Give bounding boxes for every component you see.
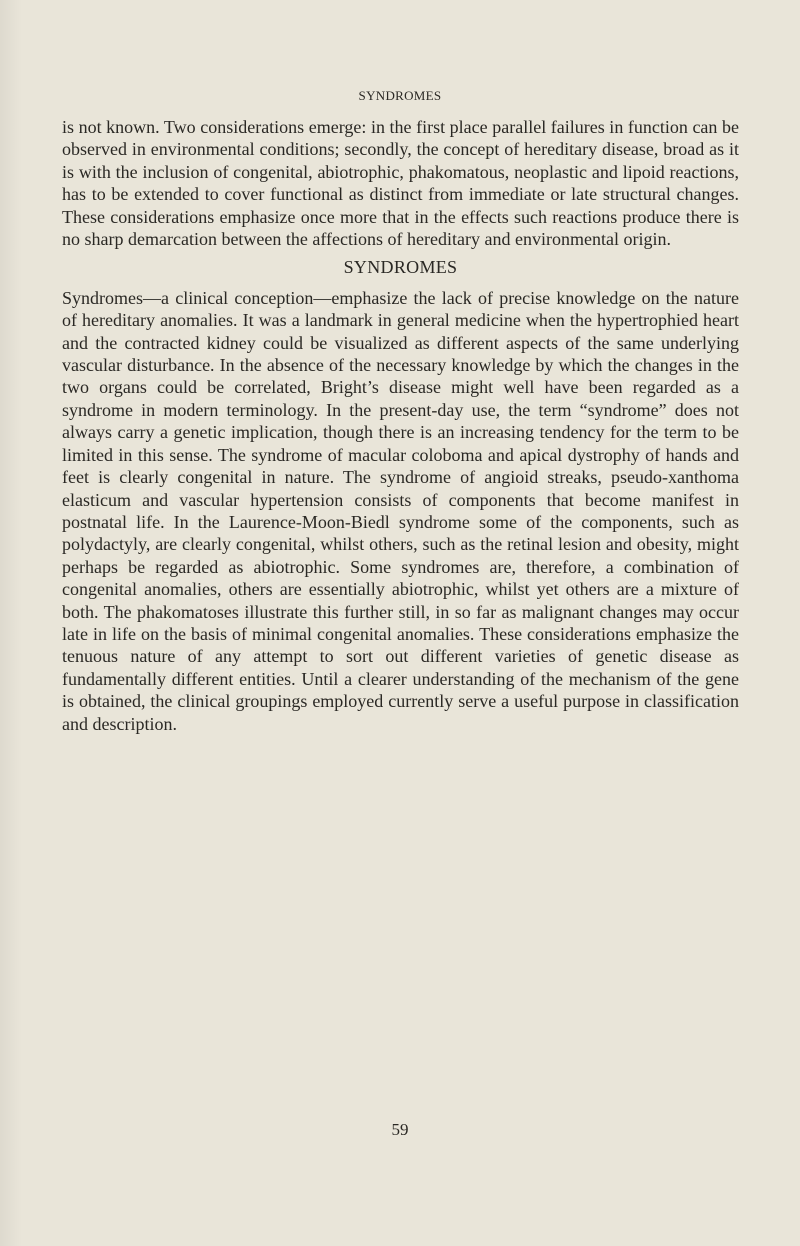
body-text <box>62 116 739 735</box>
paragraph-2: Syndromes—a clinical conception—emphasize the lack of precise knowledge on the nature of hereditary anomalies. It was a landmark in general medicine when the hypertrophied heart and the contracted kidney could be visualized as different aspects of the same underlying vascular disturbance. In the absence of the necessary knowledge by which the changes in the two organs could be correlated, Bright’s disease might well have been regarded as a syndrome in modern terminology. In the present-day use, the term “syndrome” does not always carry a genetic implication, though there is an increasing tendency for the term to be limited in this sense. The syndrome of macular coloboma and apical dystrophy of hands and feet is clearly congenital in nature. The syndrome of angioid streaks, pseudo-xanthoma elasticum and vascular hypertension consists of components that become manifest in postnatal life. In the Laurence-Moon-Biedl syndrome some of the components, such as polydactyly, are clearly congenital, whilst others, such as the retinal lesion and obesity, might perhaps be regarded as abiotrophic. Some syndromes are, therefore, a combination of congenital anomalies, others are essentially abiotrophic, whilst yet others are a mixture of both. The phakomatoses illustrate this further still, in so far as malignant changes may occur late in life on the basis of minimal congenital anomalies. These considerations emphasize the tenuous nature of any attempt to sort out different varieties of genetic disease as fundamentally different entities. Until a clearer understanding of the mechanism of the gene is obtained, the clinical groupings employed currently serve a useful purpose in classification and description. <box>62 287 739 734</box>
paragraph-1: is not known. Two considerations emerge: in the first place parallel failures in function can be observed in environmental conditions; secondly, the concept of hereditary disease, broad as it is with the inclusion of congenital, abiotrophic, phakomatous, neoplastic and lipoid reactions, has to be extended to cover functional as distinct from immediate or late structural changes. These considerations emphasize once more that in the effects such reactions produce there is no sharp demarcation between the affections of hereditary and environmental origin. <box>62 117 739 250</box>
running-head: SYNDROMES <box>358 88 442 103</box>
section-heading: SYNDROMES <box>343 257 458 278</box>
page-number: 59 <box>391 1120 409 1139</box>
